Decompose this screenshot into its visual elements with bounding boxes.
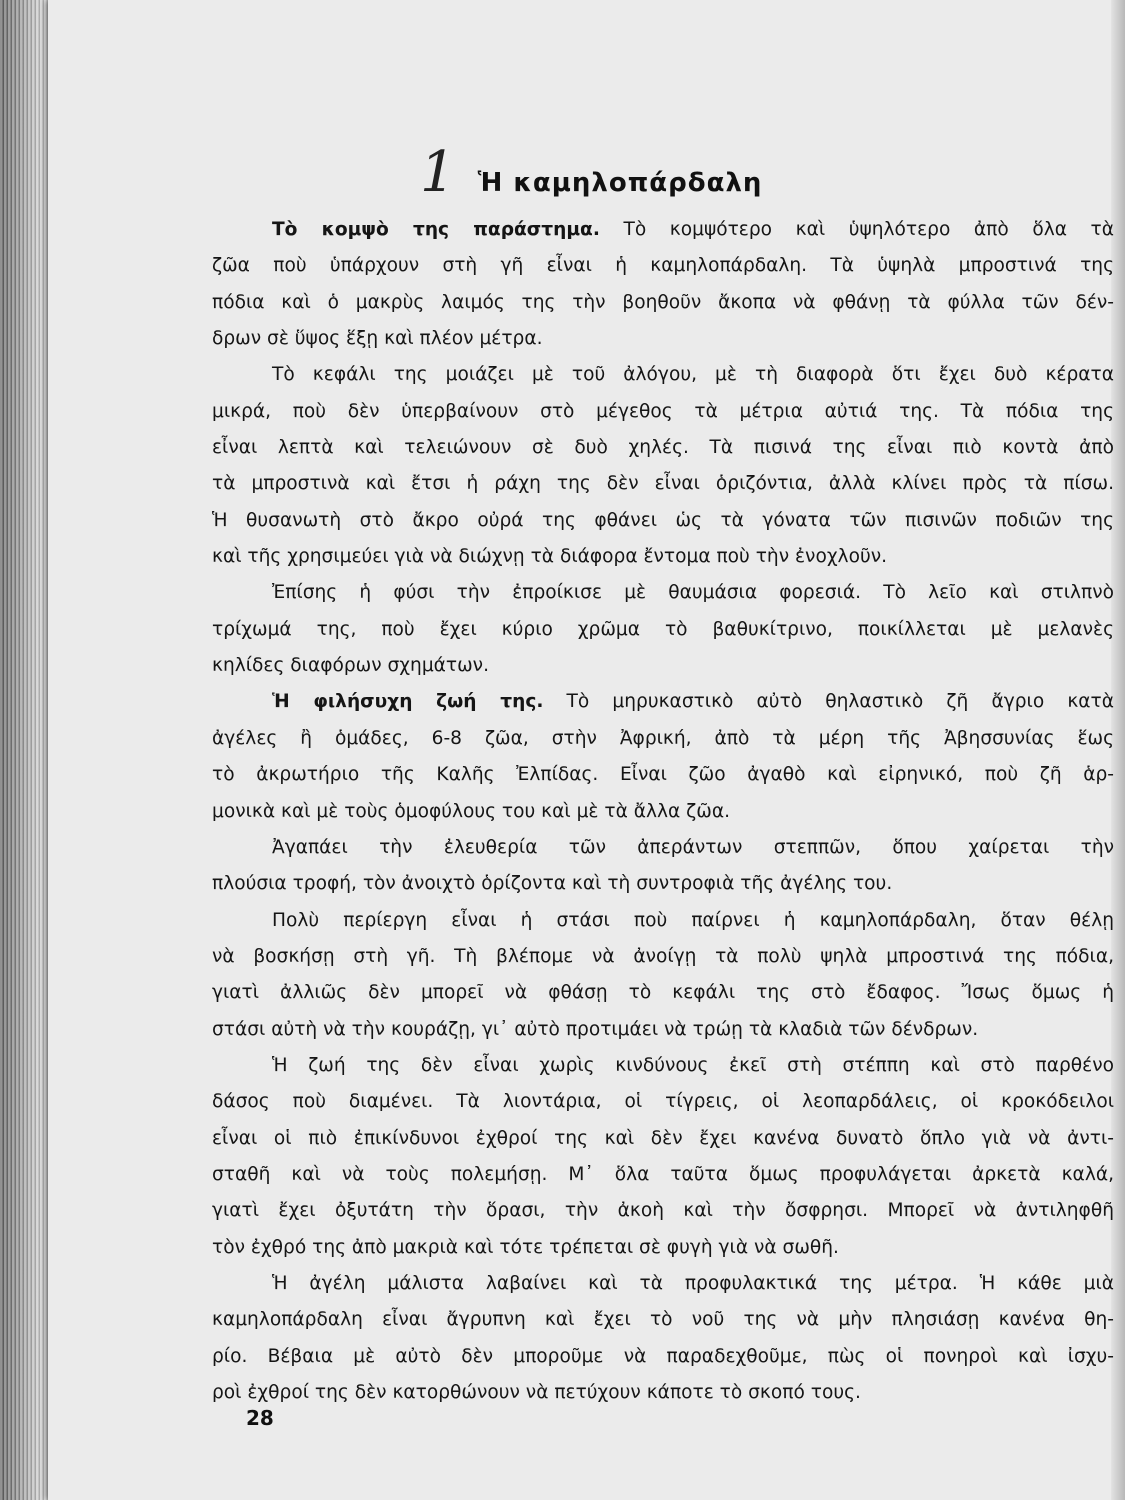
chapter-number: 1 bbox=[420, 140, 456, 205]
line-text: εἶναι λεπτὰ καὶ τελειώνουν σὲ δυὸ χηλές. Τὰ πισινά της εἶναι πιὸ κοντὰ ἀπὸ bbox=[212, 437, 1114, 459]
text-line bbox=[212, 1230, 1114, 1266]
text-line bbox=[212, 721, 1114, 757]
text-line bbox=[212, 1012, 1114, 1048]
chapter-title: Ἡ καμηλοπάρδαλη bbox=[477, 168, 763, 198]
text-line bbox=[212, 612, 1114, 648]
text-line bbox=[212, 1084, 1114, 1120]
line-text: δρων σὲ ὕψος ἕξῃ καὶ πλέον μέτρα. bbox=[212, 328, 543, 350]
page-stack-edges bbox=[0, 0, 55, 1500]
line-text: καμηλοπάρδαλη εἶναι ἄγρυπνη καὶ ἔχει τὸ νοῦ της νὰ μὴν πλησιάσῃ κανένα θη- bbox=[212, 1309, 1114, 1331]
text-line bbox=[212, 1121, 1114, 1157]
line-text: τρίχωμά της, ποὺ ἔχει κύριο χρῶμα τὸ βαθυκίτρινο, ποικίλλεται μὲ μελανὲς bbox=[212, 618, 1114, 640]
line-text: ἀγέλες ἢ ὁμάδες, 6-8 ζῶα, στὴν Ἀφρική, ἀπὸ τὰ μέρη τῆς Ἀβησσυνίας ἕως bbox=[212, 727, 1114, 749]
line-text: ρίο. Βέβαια μὲ αὐτὸ δὲν μποροῦμε νὰ παραδεχθοῦμε, πὼς οἱ πονηροὶ καὶ ἰσχυ- bbox=[212, 1345, 1114, 1367]
text-line bbox=[212, 1157, 1114, 1193]
line-text: Ἡ ζωή της δὲν εἶναι χωρὶς κινδύνους ἐκεῖ στὴ στέππη καὶ στὸ παρθένο bbox=[272, 1054, 1114, 1076]
line-text: Ἐπίσης ἡ φύσι τὴν ἐπροίκισε μὲ θαυμάσια φορεσιά. Τὸ λεῖο καὶ στιλπνὸ bbox=[272, 582, 1114, 604]
line-text: Ἡ θυσανωτὴ στὸ ἄκρο οὐρά της φθάνει ὡς τὰ γόνατα τῶν πισινῶν ποδιῶν της bbox=[212, 509, 1114, 531]
line-text: ζῶα ποὺ ὑπάρχουν στὴ γῆ εἶναι ἡ καμηλοπάρδαλη. Τὰ ὑψηλὰ μπροστινά της bbox=[212, 255, 1114, 277]
line-text: τὸ ἀκρωτήριο τῆς Καλῆς Ἐλπίδας. Εἶναι ζῶο ἀγαθὸ καὶ εἰρηνικό, ποὺ ζῆ ἁρ- bbox=[212, 764, 1114, 786]
line-text: Τὸ κεφάλι της μοιάζει μὲ τοῦ ἀλόγου, μὲ τὴ διαφορὰ ὅτι ἔχει δυὸ κέρατα bbox=[272, 364, 1114, 386]
line-text: νὰ βοσκήσῃ στὴ γῆ. Τὴ βλέπομε νὰ ἀνοίγῃ τὰ πολὺ ψηλὰ μπροστινά της πόδια, bbox=[212, 945, 1114, 967]
line-text: Ἡ ἀγέλη μάλιστα λαβαίνει καὶ τὰ προφυλακτικά της μέτρα. Ἡ κάθε μιὰ bbox=[272, 1272, 1114, 1294]
text-line bbox=[212, 1048, 1114, 1084]
section-heading: Ἡ φιλήσυχη ζωή της. bbox=[272, 691, 544, 713]
text-line bbox=[212, 794, 1114, 830]
line-text: πόδια καὶ ὁ μακρὺς λαιμός της τὴν βοηθοῦν ἄκοπα νὰ φθάνῃ τὰ φύλλα τῶν δέν- bbox=[212, 291, 1114, 313]
text-line bbox=[212, 1266, 1114, 1302]
text-line bbox=[212, 321, 1114, 357]
section-heading: Τὸ κομψὸ της παράστημα. bbox=[272, 219, 600, 240]
text-line bbox=[212, 212, 1114, 248]
line-text: μονικὰ καὶ μὲ τοὺς ὁμοφύλους του καὶ μὲ τὰ ἄλλα ζῶα. bbox=[212, 800, 731, 822]
text-line bbox=[212, 757, 1114, 793]
text-line bbox=[212, 866, 1114, 902]
line-text: τὰ μπροστινὰ καὶ ἔτσι ἡ ράχη της δὲν εἶναι ὁριζόντια, ἀλλὰ κλίνει πρὸς τὰ πίσω. bbox=[212, 473, 1114, 495]
text-line bbox=[212, 466, 1114, 502]
body-text bbox=[212, 212, 1114, 1411]
line-text: στάσι αὐτὴ νὰ τὴν κουράζῃ, γι᾿ αὐτὸ προτιμάει νὰ τρώῃ τὰ κλαδιὰ τῶν δένδρων. bbox=[212, 1018, 979, 1040]
line-text: τὸν ἐχθρό της ἀπὸ μακριὰ καὶ τότε τρέπεται σὲ φυγὴ γιὰ νὰ σωθῆ. bbox=[212, 1236, 839, 1258]
text-line bbox=[212, 939, 1114, 975]
text-line bbox=[212, 1302, 1114, 1338]
line-text: κηλίδες διαφόρων σχημάτων. bbox=[212, 655, 489, 677]
text-line bbox=[212, 575, 1114, 611]
line-text: εἶναι οἱ πιὸ ἐπικίνδυνοι ἐχθροί της καὶ δὲν ἔχει κανένα δυνατὸ ὅπλο γιὰ νὰ ἀντι- bbox=[212, 1127, 1114, 1149]
text-line bbox=[212, 357, 1114, 393]
text-line bbox=[212, 394, 1114, 430]
line-text: γιατὶ ἀλλιῶς δὲν μπορεῖ νὰ φθάσῃ τὸ κεφάλι της στὸ ἔδαφος. Ἴσως ὅμως ἡ bbox=[212, 982, 1114, 1004]
chapter-heading bbox=[420, 140, 762, 205]
line-text: ροὶ ἐχθροί της δὲν κατορθώνουν νὰ πετύχουν κάποτε τὸ σκοπό τους. bbox=[212, 1382, 861, 1403]
text-line bbox=[212, 430, 1114, 466]
text-line bbox=[212, 1193, 1114, 1229]
text-line bbox=[212, 539, 1114, 575]
text-line bbox=[212, 248, 1114, 284]
text-line bbox=[212, 648, 1114, 684]
line-text: γιατὶ ἔχει ὀξυτάτη τὴν ὅρασι, τὴν ἀκοὴ καὶ τὴν ὄσφρησι. Μπορεῖ νὰ ἀντιληφθῆ bbox=[212, 1200, 1114, 1222]
text-line bbox=[212, 1339, 1114, 1375]
line-text: Τὸ μηρυκαστικὸ αὐτὸ θηλαστικὸ ζῆ ἄγριο κατὰ bbox=[543, 691, 1114, 713]
text-line bbox=[212, 903, 1114, 939]
page-number: 28 bbox=[246, 1406, 274, 1430]
line-text: Ἀγαπάει τὴν ἐλευθερία τῶν ἀπεράντων στεππῶν, ὅπου χαίρεται τὴν bbox=[272, 836, 1114, 858]
text-line bbox=[212, 503, 1114, 539]
text-line bbox=[212, 830, 1114, 866]
line-text: καὶ τῆς χρησιμεύει γιὰ νὰ διώχνῃ τὰ διάφορα ἔντομα ποὺ τὴν ἐνοχλοῦν. bbox=[212, 546, 887, 568]
line-text: Πολὺ περίεργη εἶναι ἡ στάσι ποὺ παίρνει ἡ καμηλοπάρδαλη, ὅταν θέλῃ bbox=[272, 909, 1114, 931]
line-text: σταθῆ καὶ νὰ τοὺς πολεμήσῃ. Μ᾿ ὅλα ταῦτα ὅμως προφυλάγεται ἀρκετὰ καλά, bbox=[212, 1163, 1114, 1185]
line-text: δάσος ποὺ διαμένει. Τὰ λιοντάρια, οἱ τίγρεις, οἱ λεοπαρδάλεις, οἱ κροκόδειλοι bbox=[212, 1091, 1114, 1113]
text-line bbox=[212, 1375, 1114, 1411]
text-line bbox=[212, 975, 1114, 1011]
text-line bbox=[212, 285, 1114, 321]
line-text: Τὸ κομψότερο καὶ ὑψηλότερο ἀπὸ ὅλα τὰ bbox=[599, 219, 1114, 240]
text-line bbox=[212, 684, 1114, 720]
line-text: πλούσια τροφή, τὸν ἀνοιχτὸ ὁρίζοντα καὶ τὴ συντροφιὰ τῆς ἀγέλης του. bbox=[212, 873, 893, 895]
line-text: μικρά, ποὺ δὲν ὑπερβαίνουν στὸ μέγεθος τὰ μέτρια αὐτιά της. Τὰ πόδια της bbox=[212, 400, 1114, 422]
